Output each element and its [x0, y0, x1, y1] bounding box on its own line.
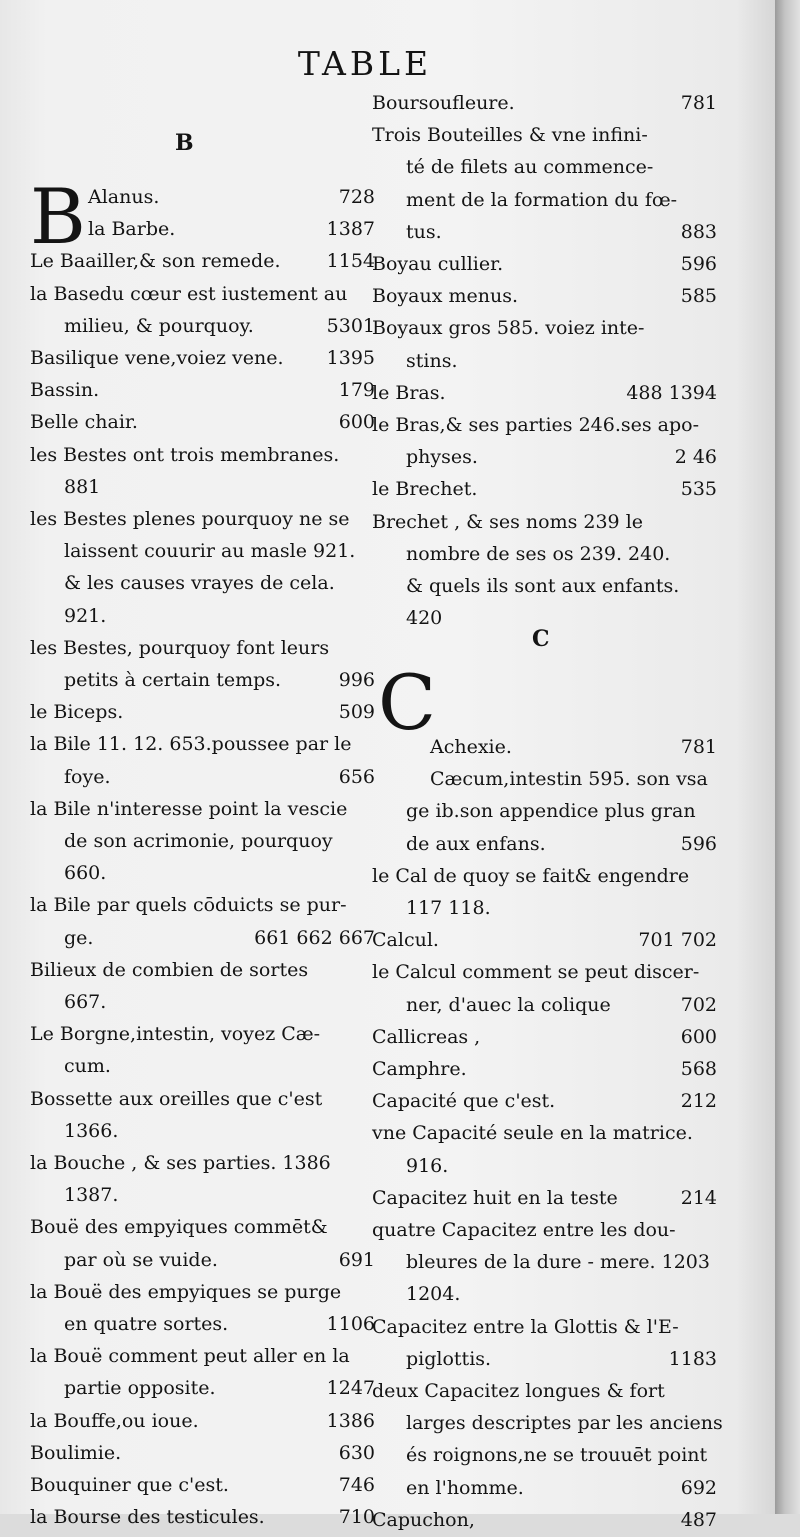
entry-text: de aux enfans.: [406, 832, 546, 855]
entry-page-number: 883: [680, 220, 717, 243]
entry-text: 667.: [64, 991, 107, 1013]
index-entry: [30, 373, 375, 407]
entry-text: les Bestes, pourquoy font leurs: [30, 636, 330, 659]
entry-page-number: 630: [338, 1441, 375, 1464]
entry-text: 1387.: [64, 1184, 119, 1207]
entry-page-number: 728: [338, 186, 375, 208]
entry-text: la Barbe.: [88, 218, 176, 241]
entry-text: 420: [406, 607, 443, 630]
entry-text: la Bouë comment peut aller en la: [30, 1345, 350, 1368]
entry-page-number: 487: [680, 1508, 717, 1531]
index-entry: [372, 923, 717, 957]
entry-page-number: 2 46: [674, 446, 717, 469]
entry-text: Bossette aux oreilles que c'est: [30, 1087, 323, 1110]
entry-text: petits à certain temps.: [64, 669, 282, 691]
index-entry: [372, 1020, 717, 1054]
entry-page-number: 781: [680, 736, 717, 758]
entry-text: le Biceps.: [30, 701, 124, 724]
entry-text: les Bestes plenes pourquoy ne se: [30, 508, 350, 530]
entry-text: la Bile par quels cōduicts se pur-: [30, 894, 347, 917]
entry-text: par où se vuide.: [64, 1248, 218, 1271]
entry-text: Boyau cullier.: [372, 253, 504, 275]
index-entry: [372, 215, 717, 249]
entry-text: nombre de ses os 239. 240.: [406, 542, 671, 565]
index-entry: [30, 309, 375, 343]
entry-page-number: 1183: [668, 1347, 717, 1370]
index-entry: [372, 247, 717, 281]
entry-page-number: 600: [338, 411, 375, 434]
entry-text: 921.: [64, 604, 107, 627]
entry-text: 881: [64, 475, 101, 498]
entry-text: Bilieux de combien de sortes: [30, 958, 309, 981]
index-entry: [372, 311, 717, 345]
index-entry: [372, 1213, 717, 1247]
drop-initial: B: [30, 172, 86, 261]
index-entry: [30, 599, 375, 633]
entry-text: la Bouë des empyiques se purge: [30, 1280, 342, 1303]
index-entry: [30, 1404, 375, 1438]
index-entry: [30, 1307, 375, 1341]
entry-page-number: 1106: [326, 1313, 375, 1335]
entry-text: la Bouche , & ses parties. 1386: [30, 1152, 331, 1174]
index-entry: [30, 1146, 375, 1180]
entry-text: Cæcum,intestin 595. son vsa: [430, 768, 708, 791]
index-entry: [30, 760, 375, 794]
index-entry: [372, 794, 717, 828]
entry-text: laissent couurir au masle 921.: [64, 540, 356, 563]
entry-text: partie opposite.: [64, 1377, 216, 1400]
entry-text: ment de la formation du fœ-: [406, 188, 678, 211]
index-entry: [372, 472, 717, 506]
entry-text: & quels ils sont aux enfants.: [406, 575, 680, 597]
entry-text: 1204.: [406, 1283, 461, 1306]
entry-text: la Bile 11. 12. 653.poussee par le: [30, 733, 352, 756]
index-entry: [372, 1503, 717, 1537]
entry-text: ge.: [64, 926, 94, 949]
entry-page-number: 701 702: [638, 929, 717, 952]
index-entry: [372, 408, 717, 442]
entry-text: le Cal de quoy se fait& engendre: [372, 864, 690, 887]
entry-text: Alanus.: [88, 186, 160, 208]
entry-text: 117 118.: [406, 897, 491, 919]
entry-text: és roignons,ne se trouuēt point: [406, 1444, 708, 1467]
entry-text: vne Capacité seule en la matrice.: [372, 1122, 693, 1145]
entry-text: Boursoufleure.: [372, 92, 515, 114]
index-entry: [30, 856, 375, 890]
index-entry: [372, 1149, 717, 1183]
index-entry: [30, 341, 375, 375]
entry-page-number: 1395: [326, 347, 375, 369]
index-entry: [30, 1468, 375, 1502]
index-entry: [372, 1471, 717, 1505]
index-entry: [30, 792, 375, 826]
index-entry: [372, 1116, 717, 1150]
entry-text: 660.: [64, 862, 107, 885]
entry-text: piglottis.: [406, 1347, 492, 1370]
entry-text: Boyaux menus.: [372, 285, 518, 308]
index-entry: [30, 1049, 375, 1083]
entry-text: Capacité que c'est.: [372, 1090, 556, 1113]
entry-text: physes.: [406, 446, 478, 469]
entry-page-number: 600: [680, 1025, 717, 1048]
entry-page-number: 1386: [326, 1409, 375, 1432]
index-entry: [372, 1084, 717, 1118]
index-entry: [372, 827, 717, 861]
index-entry: [30, 502, 375, 536]
entry-text: en l'homme.: [406, 1476, 524, 1499]
entry-page-number: 746: [338, 1474, 375, 1496]
index-entry: [30, 663, 375, 697]
entry-text: ge ib.son appendice plus gran: [406, 800, 696, 823]
index-entry: [372, 1438, 717, 1472]
entry-text: en quatre sortes.: [64, 1313, 229, 1335]
entry-text: Le Baailler,& son remede.: [30, 250, 281, 273]
index-entry: [30, 1436, 375, 1470]
section-letter: B: [175, 130, 194, 156]
entry-text: le Calcul comment se peut discer-: [372, 961, 700, 984]
index-entry: [372, 859, 717, 893]
entry-text: les Bestes ont trois membranes.: [30, 443, 340, 466]
entry-text: té de filets au commence-: [406, 156, 654, 179]
entry-text: Boulimie.: [30, 1441, 122, 1464]
entry-text: Belle chair.: [30, 411, 138, 434]
entry-page-number: 656: [338, 765, 375, 788]
index-entry: [30, 1243, 375, 1277]
index-entry: [30, 888, 375, 922]
entry-page-number: 661 662 667: [254, 926, 375, 949]
entry-page-number: 710: [338, 1506, 375, 1529]
index-entry: [372, 762, 717, 796]
entry-text: Bassin.: [30, 379, 100, 402]
entry-text: la Bouffe,ou ioue.: [30, 1409, 199, 1432]
entry-text: le Bras.: [372, 381, 446, 404]
index-entry: [372, 955, 717, 989]
index-entry: [30, 566, 375, 600]
index-entry: [372, 537, 717, 571]
entry-page-number: 212: [680, 1090, 717, 1113]
entry-text: cum.: [64, 1055, 111, 1078]
index-entry: [372, 1310, 717, 1344]
entry-text: deux Capacitez longues & fort: [372, 1380, 665, 1402]
index-entry: [372, 1245, 717, 1279]
index-entry: [372, 988, 717, 1022]
index-entry: [30, 1210, 375, 1244]
entry-text: la Bile n'interesse point la vescie: [30, 797, 348, 820]
entry-page-number: 996: [338, 669, 375, 691]
entry-text: Boyaux gros 585. voiez inte-: [372, 317, 645, 340]
entry-text: Achexie.: [430, 736, 512, 758]
index-entry: [30, 1371, 375, 1405]
entry-text: Capuchon,: [372, 1508, 475, 1531]
entry-text: le Bras,& ses parties 246.ses apo-: [372, 414, 700, 436]
entry-text: Le Borgne,intestin, voyez Cæ-: [30, 1023, 321, 1046]
entry-page-number: 596: [680, 832, 717, 855]
entry-page-number: 488 1394: [626, 381, 717, 404]
entry-page-number: 214: [680, 1186, 717, 1209]
entry-text: bleures de la dure - mere. 1203: [406, 1251, 710, 1274]
index-entry: [30, 1178, 375, 1212]
index-entry: [30, 405, 375, 439]
index-entry: [30, 953, 375, 987]
entry-text: Trois Bouteilles & vne infini-: [372, 124, 648, 147]
index-entry: [372, 150, 717, 184]
entry-text: milieu, & pourquoy.: [64, 314, 254, 337]
entry-text: Calcul.: [372, 929, 439, 952]
index-entry: [372, 891, 717, 925]
index-entry: [30, 921, 375, 955]
entry-text: Capacitez huit en la teste: [372, 1186, 618, 1209]
entry-page-number: 585: [680, 285, 717, 308]
page-edge: [775, 0, 800, 1514]
entry-text: larges descriptes par les anciens: [406, 1412, 723, 1435]
entry-text: la Basedu cœur est iustement au: [30, 282, 348, 305]
entry-text: ner, d'auec la colique: [406, 993, 611, 1016]
index-entry: [30, 470, 375, 504]
entry-text: & les causes vrayes de cela.: [64, 572, 335, 595]
index-entry: [372, 440, 717, 474]
entry-page-number: 179: [338, 379, 375, 402]
entry-text: Basilique vene,voiez vene.: [30, 347, 284, 369]
entry-text: Camphre.: [372, 1058, 467, 1080]
index-entry: [30, 727, 375, 761]
index-entry: [372, 118, 717, 152]
entry-page-number: 1247: [326, 1377, 375, 1400]
index-entry: [372, 183, 717, 217]
index-entry: [372, 279, 717, 313]
entry-page-number: 509: [338, 701, 375, 724]
index-entry: [30, 695, 375, 729]
section-letter: C: [532, 626, 550, 652]
entry-text: de son acrimonie, pourquoy: [64, 830, 333, 852]
entry-page-number: 568: [680, 1058, 717, 1080]
index-entry: [30, 631, 375, 665]
index-entry: [372, 1277, 717, 1311]
index-entry: [30, 985, 375, 1019]
index-entry: [372, 344, 717, 378]
entry-text: 916.: [406, 1154, 449, 1177]
entry-text: la Bourse des testicules.: [30, 1506, 265, 1529]
entry-page-number: 691: [338, 1248, 375, 1271]
entry-text: Bouquiner que c'est.: [30, 1474, 229, 1496]
entry-text: Capacitez entre la Glottis & l'E-: [372, 1315, 679, 1338]
entry-text: stins.: [406, 349, 458, 372]
index-entry: [372, 86, 717, 120]
entry-page-number: 596: [680, 253, 717, 275]
index-entry: [30, 1082, 375, 1116]
entry-page-number: 692: [680, 1476, 717, 1499]
entry-page-number: 5301: [326, 314, 375, 337]
index-entry: [372, 1342, 717, 1376]
entry-page-number: 1154: [326, 250, 375, 273]
index-entry: [30, 1275, 375, 1309]
entry-page-number: 702: [680, 993, 717, 1016]
entry-text: Callicreas ,: [372, 1025, 481, 1048]
entry-text: le Brechet.: [372, 478, 478, 501]
entry-page-number: 1387: [326, 218, 375, 241]
index-entry: [372, 1181, 717, 1215]
entry-text: 1366.: [64, 1119, 119, 1142]
index-entry: [30, 1500, 375, 1534]
entry-text: foye.: [64, 765, 111, 788]
index-entry: [372, 1374, 717, 1408]
page-header: TABLE: [297, 44, 433, 83]
entry-text: tus.: [406, 220, 442, 243]
index-entry: [30, 438, 375, 472]
index-entry: [372, 505, 717, 539]
entry-page-number: 781: [680, 92, 717, 114]
index-entry: [372, 1052, 717, 1086]
index-entry: [30, 1339, 375, 1373]
entry-text: Bouë des empyiques commēt&: [30, 1216, 328, 1239]
index-entry: [30, 1114, 375, 1148]
entry-text: Brechet , & ses noms 239 le: [372, 510, 644, 533]
index-entry: [30, 1017, 375, 1051]
entry-text: quatre Capacitez entre les dou-: [372, 1219, 676, 1241]
index-entry: [30, 277, 375, 311]
entry-page-number: 535: [680, 478, 717, 501]
index-entry: [30, 824, 375, 858]
index-entry: [372, 569, 717, 603]
index-entry: [30, 534, 375, 568]
index-entry: [372, 376, 717, 410]
drop-initial: C: [378, 658, 437, 747]
index-entry: [372, 1406, 723, 1440]
